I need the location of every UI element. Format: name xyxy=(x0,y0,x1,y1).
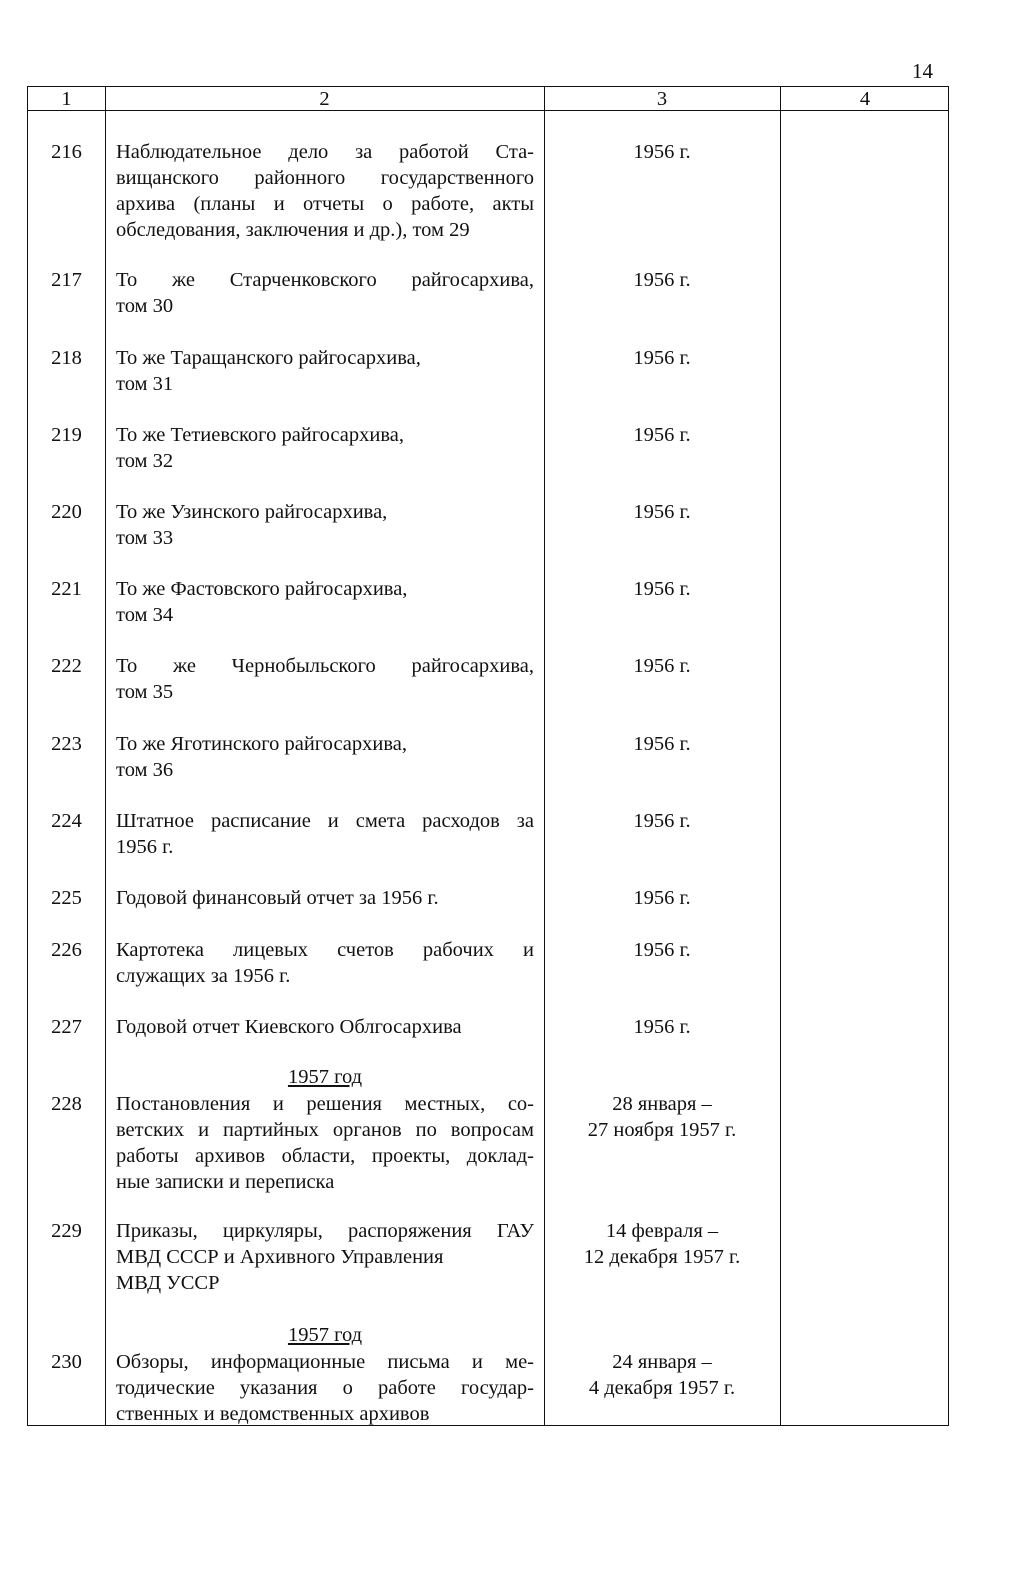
item-dates xyxy=(544,731,780,757)
date-line: 1956 г. xyxy=(633,424,691,446)
description-line: том 30 xyxy=(116,295,174,317)
description-line: То же Тетиевского райгосархива, xyxy=(116,424,404,446)
description-line: ные записки и переписка xyxy=(116,1171,335,1193)
description-line: архива (планы и отчеты о работе, акты xyxy=(116,193,534,215)
date-line: 4 декабря 1957 г. xyxy=(588,1377,736,1399)
description-line: То же Чернобыльского райгосархива, xyxy=(116,655,534,677)
date-line: 1956 г. xyxy=(633,733,691,755)
item-number: 219 xyxy=(51,424,82,446)
description-line: служащих за 1956 г. xyxy=(116,965,291,987)
item-description xyxy=(116,808,534,860)
date-line: 1956 г. xyxy=(633,887,691,909)
item-number: 221 xyxy=(51,578,82,600)
description-line: То же Яготинского райгосархива, xyxy=(116,733,407,755)
date-line: 14 февраля – xyxy=(605,1220,719,1242)
description-line: ветских и партийных органов по вопросам xyxy=(116,1119,534,1141)
item-number: 223 xyxy=(51,733,82,755)
item-dates xyxy=(544,885,780,911)
item-dates xyxy=(544,576,780,602)
item-dates xyxy=(544,808,780,834)
column-header-1: 1 xyxy=(61,88,72,110)
item-number: 222 xyxy=(51,655,82,677)
description-line: МВД СССР и Архивного Управления xyxy=(116,1246,444,1268)
column-header-2: 2 xyxy=(319,88,330,110)
page-number: 14 xyxy=(912,59,933,83)
section-year-heading: 1957 год xyxy=(287,1324,363,1346)
item-number: 217 xyxy=(51,269,82,291)
description-line: вищанского районного государственного xyxy=(116,167,534,189)
description-line: том 31 xyxy=(116,373,174,395)
item-description xyxy=(116,885,534,911)
description-line: Приказы, циркуляры, распоряжения ГАУ xyxy=(116,1220,534,1242)
item-description xyxy=(116,1218,534,1296)
description-line: Годовой финансовый отчет за 1956 г. xyxy=(116,887,439,909)
date-line: 1956 г. xyxy=(633,810,691,832)
item-number: 230 xyxy=(51,1351,82,1373)
description-line: обследования, заключения и др.), том 29 xyxy=(116,219,470,241)
date-line: 1956 г. xyxy=(633,269,691,291)
description-line: ственных и ведомственных архивов xyxy=(116,1403,430,1425)
item-description xyxy=(116,576,534,628)
description-line: том 32 xyxy=(116,450,174,472)
item-description xyxy=(116,937,534,989)
date-line: 1956 г. xyxy=(633,655,691,677)
item-dates xyxy=(544,1014,780,1040)
item-description xyxy=(116,1091,534,1195)
item-description xyxy=(116,653,534,705)
date-line: 1956 г. xyxy=(633,141,691,163)
section-year-heading: 1957 год xyxy=(287,1066,363,1088)
date-line: 12 декабря 1957 г. xyxy=(583,1246,741,1268)
item-number: 228 xyxy=(51,1093,82,1115)
description-line: То же Фастовского райгосархива, xyxy=(116,578,408,600)
date-line: 1956 г. xyxy=(633,1016,691,1038)
description-line: То же Узинского райгосархива, xyxy=(116,501,388,523)
item-number: 226 xyxy=(51,939,82,961)
item-dates xyxy=(544,345,780,371)
item-dates xyxy=(544,422,780,448)
date-line: 1956 г. xyxy=(633,347,691,369)
item-number: 218 xyxy=(51,347,82,369)
item-dates xyxy=(544,1218,780,1270)
item-number: 227 xyxy=(51,1016,82,1038)
column-divider xyxy=(780,87,781,1425)
date-line: 1956 г. xyxy=(633,501,691,523)
description-line: Обзоры, информационные письма и ме- xyxy=(116,1351,534,1373)
item-dates xyxy=(544,267,780,293)
item-number: 225 xyxy=(51,887,82,909)
date-line: 27 ноября 1957 г. xyxy=(587,1119,737,1141)
header-divider xyxy=(28,110,948,111)
item-description xyxy=(116,499,534,551)
item-description xyxy=(116,139,534,243)
date-line: 1956 г. xyxy=(633,939,691,961)
description-line: Постановления и решения местных, со- xyxy=(116,1093,534,1115)
description-line: 1956 г. xyxy=(116,836,174,858)
description-line: тодические указания о работе государ- xyxy=(116,1377,534,1399)
item-description xyxy=(116,422,534,474)
item-description xyxy=(116,1014,534,1040)
item-description xyxy=(116,731,534,783)
column-divider xyxy=(105,87,106,1425)
date-line: 28 января – xyxy=(612,1093,712,1115)
date-line: 1956 г. xyxy=(633,578,691,600)
item-description xyxy=(116,1349,534,1427)
item-dates xyxy=(544,1091,780,1143)
description-line: том 34 xyxy=(116,604,174,626)
archive-inventory-table xyxy=(27,86,949,1426)
item-number: 224 xyxy=(51,810,82,832)
description-line: том 36 xyxy=(116,759,174,781)
item-dates xyxy=(544,653,780,679)
column-header-4: 4 xyxy=(859,88,871,110)
description-line: МВД УССР xyxy=(116,1272,220,1294)
item-number: 220 xyxy=(51,501,82,523)
description-line: Наблюдательное дело за работой Ста- xyxy=(116,141,534,163)
item-number: 229 xyxy=(51,1220,82,1242)
item-description xyxy=(116,267,534,319)
description-line: том 35 xyxy=(116,681,174,703)
item-dates xyxy=(544,1349,780,1401)
description-line: Годовой отчет Киевского Облгосархива xyxy=(116,1016,462,1038)
item-description xyxy=(116,345,534,397)
item-number: 216 xyxy=(51,141,82,163)
date-line: 24 января – xyxy=(612,1351,712,1373)
item-dates xyxy=(544,139,780,165)
description-line: работы архивов области, проекты, доклад- xyxy=(116,1145,534,1167)
item-dates xyxy=(544,937,780,963)
description-line: том 33 xyxy=(116,527,174,549)
description-line: Картотека лицевых счетов рабочих и xyxy=(116,939,534,961)
description-line: То же Старченковского райгосархива, xyxy=(116,269,534,291)
description-line: То же Таращанского райгосархива, xyxy=(116,347,421,369)
description-line: Штатное расписание и смета расходов за xyxy=(116,810,534,832)
column-header-3: 3 xyxy=(656,88,668,110)
item-dates xyxy=(544,499,780,525)
